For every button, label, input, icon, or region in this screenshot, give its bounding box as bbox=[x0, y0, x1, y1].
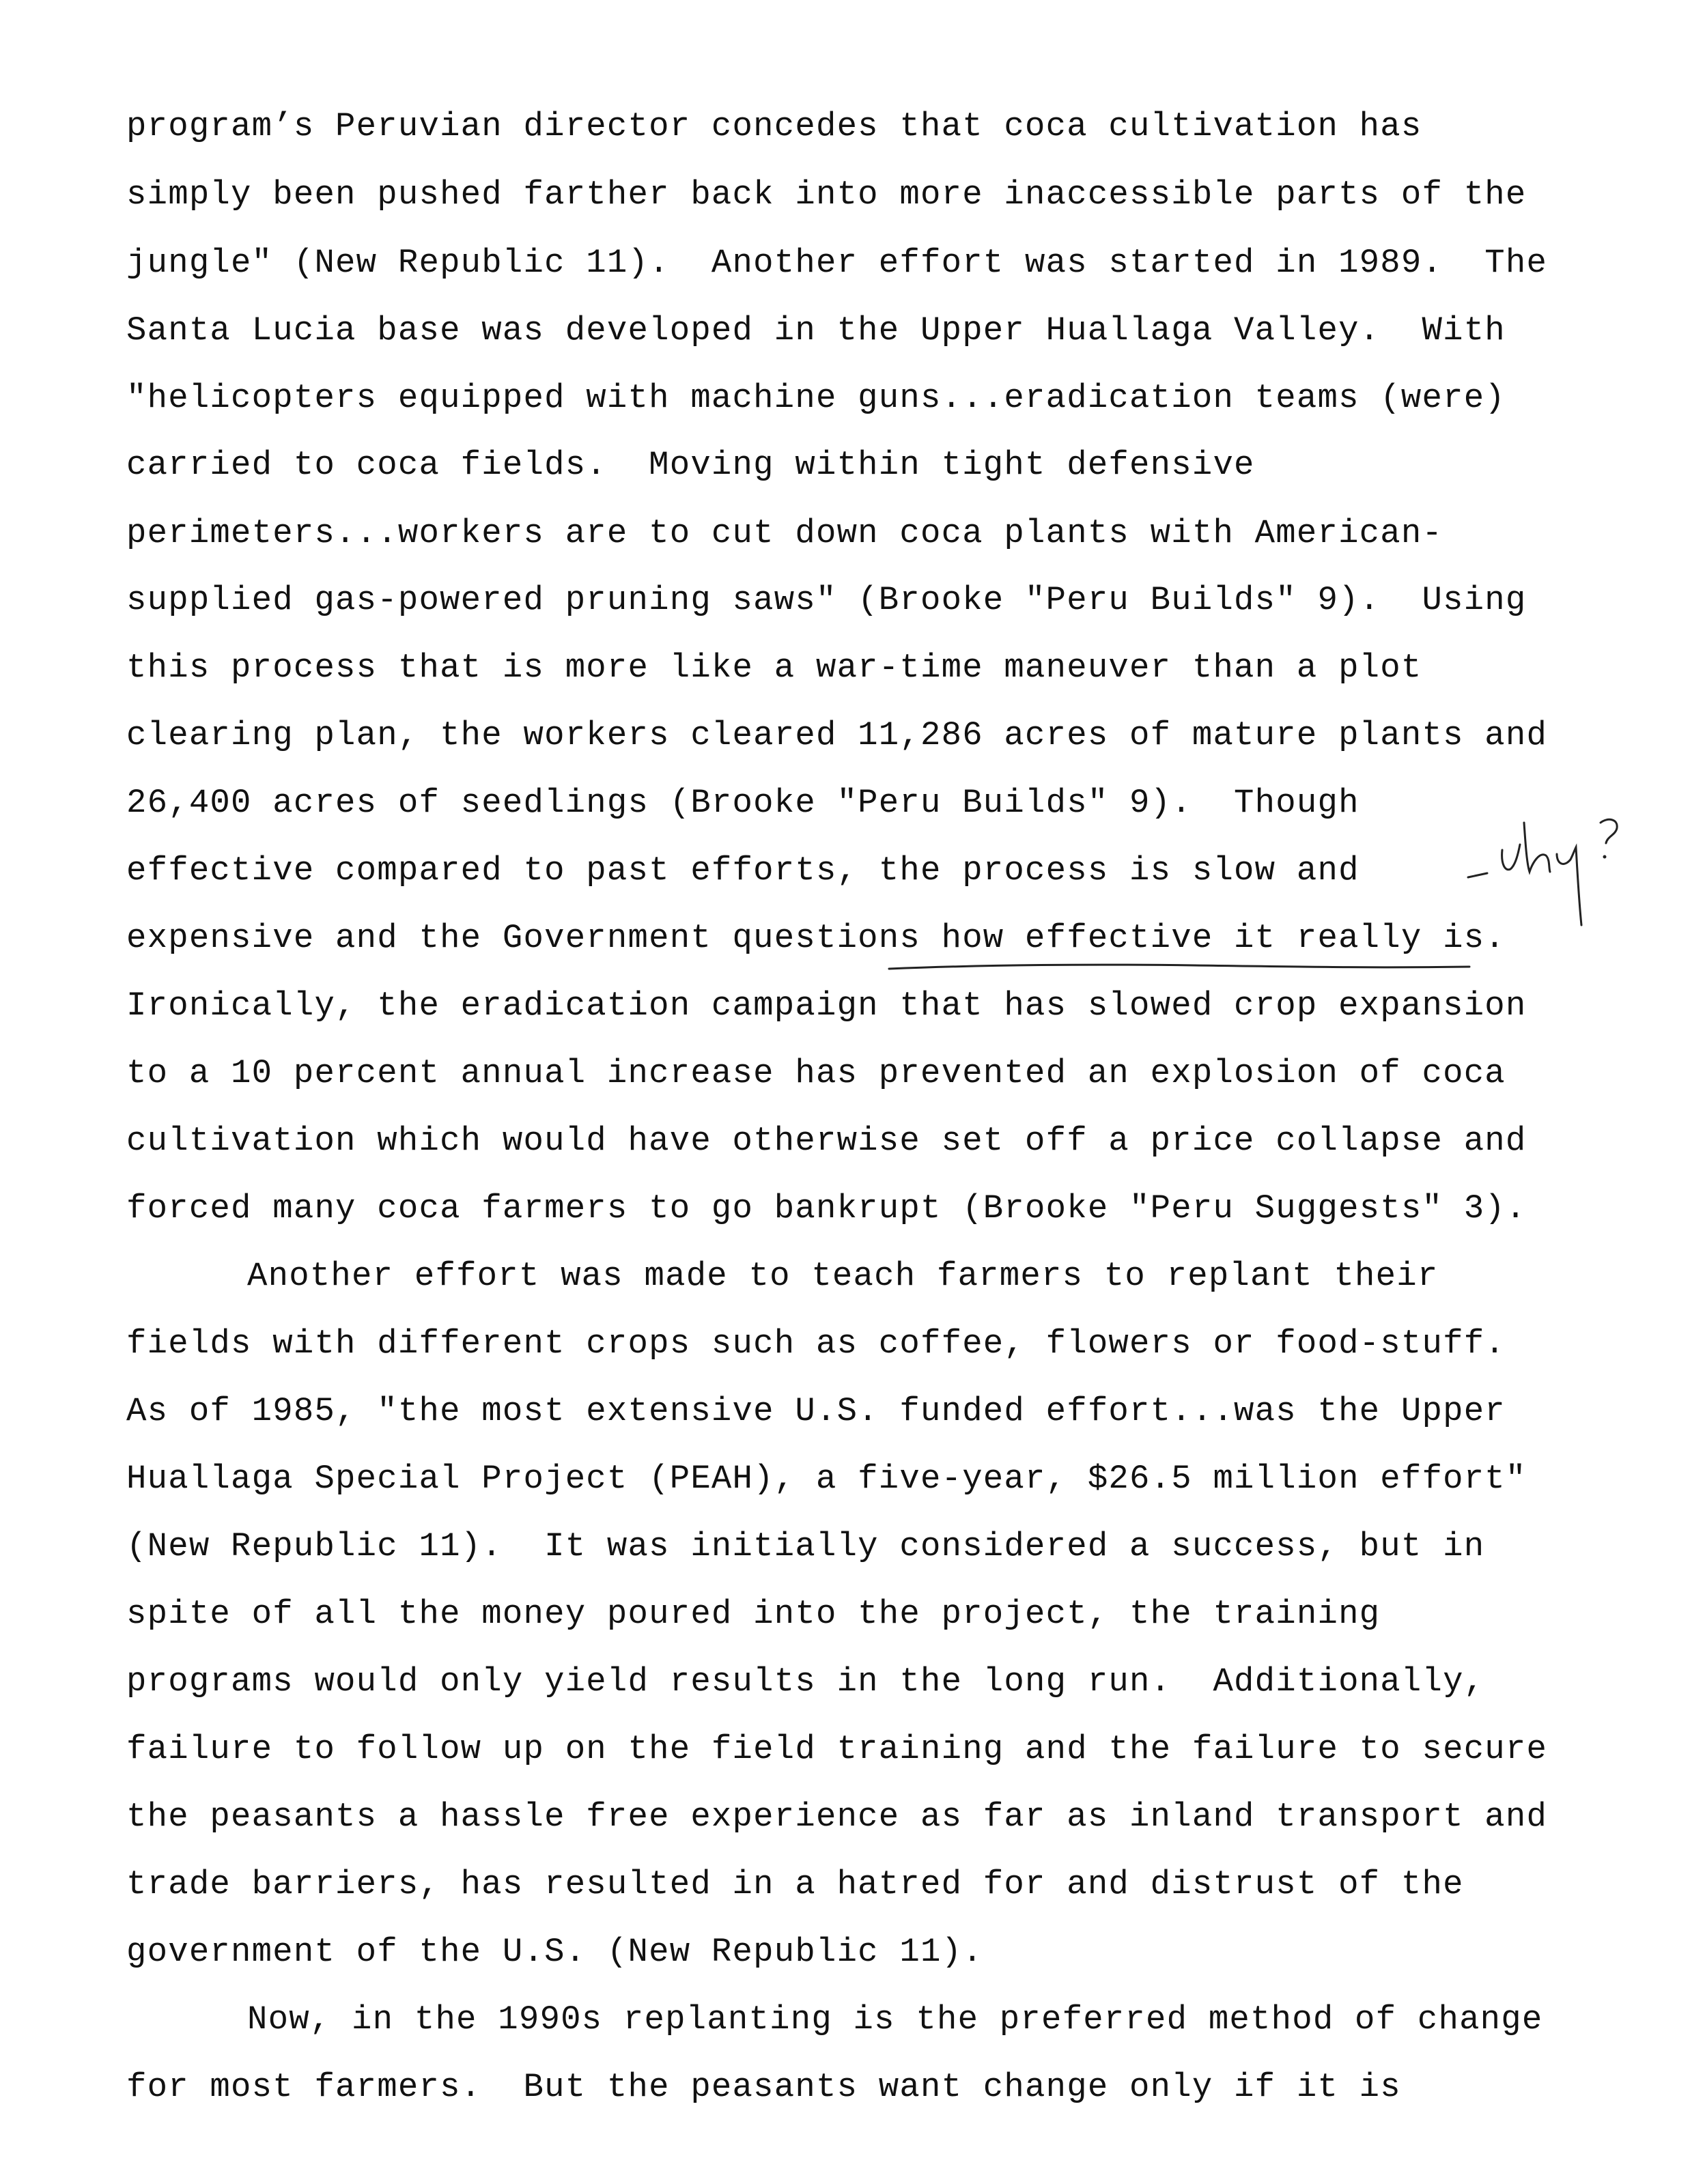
text-line: perimeters...workers are to cut down coca plants with American- bbox=[126, 514, 1443, 552]
text-line: the peasants a hassle free experience as far as inland transport and bbox=[126, 1798, 1548, 1836]
text-line: cultivation which would have otherwise set off a price collapse and bbox=[126, 1122, 1527, 1160]
text-line: fields with different crops such as coffee, flowers or food-stuff. bbox=[126, 1324, 1506, 1363]
text-line: failure to follow up on the field training and the failure to secure bbox=[126, 1730, 1548, 1768]
text-line: clearing plan, the workers cleared 11,286 acres of mature plants and bbox=[126, 716, 1548, 754]
text-line: forced many coca farmers to go bankrupt (Brooke "Peru Suggests" 3). bbox=[126, 1189, 1527, 1228]
text-line: trade barriers, has resulted in a hatred for and distrust of the bbox=[126, 1865, 1464, 1903]
text-line: this process that is more like a war-time maneuver than a plot bbox=[126, 649, 1422, 687]
text-line: for most farmers. But the peasants want change only if it is bbox=[126, 2068, 1401, 2106]
paragraph-start-line: Now, in the 1990s replanting is the preferred method of change bbox=[247, 2000, 1543, 2039]
text-line: Huallaga Special Project (PEAH), a five-year, $26.5 million effort" bbox=[126, 1460, 1527, 1498]
text-line: As of 1985, "the most extensive U.S. funded effort...was the Upper bbox=[126, 1392, 1506, 1430]
text-line: carried to coca fields. Moving within tight defensive bbox=[126, 446, 1255, 484]
text-line: supplied gas-powered pruning saws" (Brooke "Peru Builds" 9). Using bbox=[126, 581, 1527, 619]
text-line: expensive and the Government questions how effective it really is. bbox=[126, 919, 1506, 957]
text-line: (New Republic 11). It was initially considered a success, but in bbox=[126, 1527, 1485, 1565]
text-line: to a 10 percent annual increase has prevented an explosion of coca bbox=[126, 1054, 1506, 1092]
handwritten-underline bbox=[888, 963, 1471, 972]
text-line: simply been pushed farther back into more inaccessible parts of the bbox=[126, 175, 1527, 214]
text-line: "helicopters equipped with machine guns...eradication teams (were) bbox=[126, 379, 1506, 417]
text-line: effective compared to past efforts, the process is slow and bbox=[126, 851, 1359, 890]
text-line: program’s Peruvian director concedes that coca cultivation has bbox=[126, 107, 1422, 145]
text-line: jungle" (New Republic 11). Another effort was started in 1989. The bbox=[126, 244, 1548, 282]
text-line: spite of all the money poured into the project, the training bbox=[126, 1595, 1381, 1633]
text-line: programs would only yield results in the long run. Additionally, bbox=[126, 1662, 1485, 1701]
text-line: Ironically, the eradication campaign that has slowed crop expansion bbox=[126, 987, 1527, 1025]
text-line: government of the U.S. (New Republic 11). bbox=[126, 1933, 983, 1971]
text-line: 26,400 acres of seedlings (Brooke "Peru Builds" 9). Though bbox=[126, 784, 1359, 822]
paragraph-start-line: Another effort was made to teach farmers to replant their bbox=[247, 1257, 1439, 1295]
handwritten-margin-note bbox=[1461, 809, 1639, 932]
text-line: Santa Lucia base was developed in the Upper Huallaga Valley. With bbox=[126, 311, 1506, 350]
